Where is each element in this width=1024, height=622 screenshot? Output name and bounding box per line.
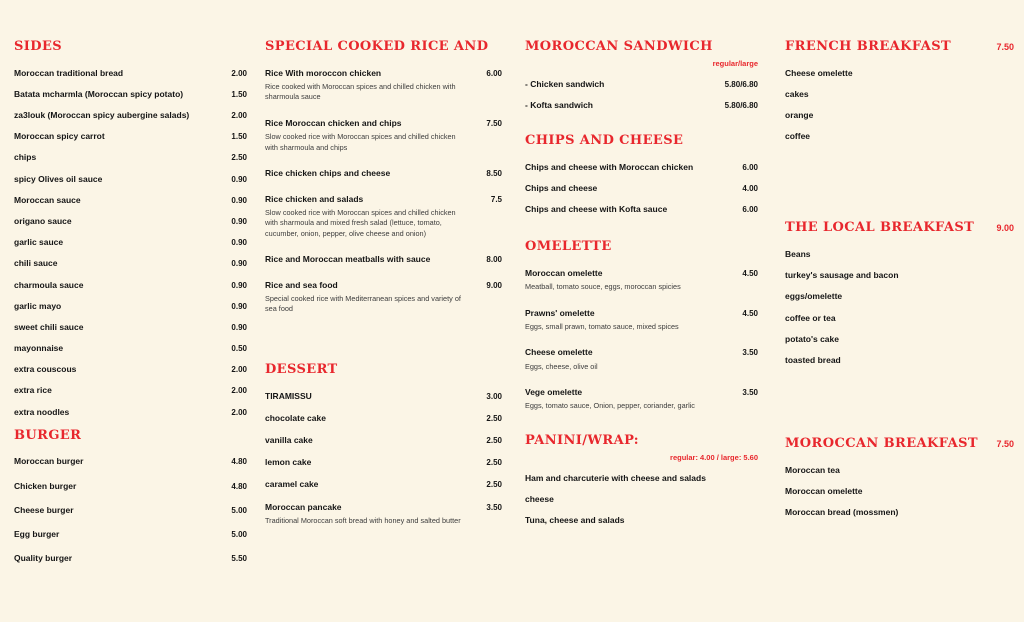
item-price: 7.50 — [486, 118, 502, 128]
item-name: Moroccan spicy carrot — [14, 131, 105, 142]
menu-item — [525, 162, 758, 172]
menu-item — [14, 322, 247, 332]
section-price-moroccan-breakfast: 7.50 — [996, 439, 1014, 450]
item-price: 0.90 — [231, 301, 247, 311]
item-price: 0.90 — [231, 280, 247, 290]
menu-item-row — [785, 291, 1014, 301]
menu-item — [265, 68, 502, 103]
item-description: Slow cooked rice with Moroccan spices and chilled chicken with sharmoula and chips — [265, 132, 456, 152]
item-name: Rice With moroccon chicken — [265, 67, 382, 78]
item-name: extra noodles — [14, 406, 70, 417]
item-name: - Kofta sandwich — [525, 99, 594, 110]
section-local-breakfast — [785, 221, 1014, 365]
item-name: cakes — [785, 88, 809, 99]
menu-item — [785, 131, 1014, 141]
item-description: Meatball, tomato souce, eggs, moroccan spicies — [525, 282, 681, 292]
section-header-burger — [14, 429, 247, 443]
menu-item — [14, 529, 247, 539]
item-price: 4.80 — [231, 481, 247, 491]
item-price: 3.00 — [486, 391, 502, 401]
item-price: 2.00 — [231, 68, 247, 78]
item-name: Cheese omelette — [525, 347, 593, 358]
menu-item-row — [785, 465, 1014, 475]
item-price: 1.50 — [231, 89, 247, 99]
section-sides — [14, 40, 247, 417]
item-name: eggs/omelette — [785, 291, 843, 302]
menu-item — [14, 216, 247, 226]
item-name: - Chicken sandwich — [525, 78, 605, 89]
menu-item-row — [265, 194, 502, 204]
item-price: 5.80/6.80 — [724, 100, 758, 110]
item-price: 0.90 — [231, 238, 247, 248]
item-name: coffee or tea — [785, 312, 836, 323]
menu-item — [785, 313, 1014, 323]
item-price: 5.00 — [231, 530, 247, 540]
item-name: chips — [14, 152, 37, 163]
item-price: 2.50 — [486, 435, 502, 445]
section-panini-wrap — [525, 434, 758, 525]
menu-item — [14, 385, 247, 395]
menu-item-row — [265, 68, 502, 78]
item-name: Chips and cheese with Moroccan chicken — [525, 161, 694, 172]
item-name: Chips and cheese — [525, 182, 598, 193]
menu-item — [14, 553, 247, 563]
item-name: Tuna, cheese and salads — [525, 514, 625, 525]
item-name: Moroccan traditional bread — [14, 67, 124, 78]
item-name: Chips and cheese with Kofta sauce — [525, 204, 668, 215]
item-name: origano sauce — [14, 215, 72, 226]
menu-item-row — [14, 195, 247, 205]
menu-item — [14, 152, 247, 162]
menu-item-row — [785, 355, 1014, 365]
menu-item-row — [265, 280, 502, 290]
menu-item — [525, 308, 758, 333]
menu-item — [525, 268, 758, 293]
item-name: Moroccan omelette — [785, 485, 863, 496]
item-price: 2.00 — [231, 111, 247, 121]
menu-item — [14, 195, 247, 205]
menu-item-row — [14, 174, 247, 184]
menu-item-row — [14, 553, 247, 563]
menu-item-row — [14, 110, 247, 120]
section-header-omelette — [525, 240, 758, 254]
item-name: Egg burger — [14, 529, 60, 540]
section-title-moroccan-sandwich: MOROCCAN SANDWICH — [525, 39, 713, 54]
item-price: 0.90 — [231, 195, 247, 205]
menu-item-row — [14, 322, 247, 332]
section-title-moroccan-breakfast: MOROCCAN BREAKFAST — [785, 436, 978, 452]
menu-item-row — [14, 407, 247, 417]
item-name: Moroccan tea — [785, 464, 840, 475]
item-name: Batata mcharmla (Moroccan spicy potato) — [14, 88, 184, 99]
item-name: sweet chili sauce — [14, 321, 84, 332]
menu-item — [265, 254, 502, 264]
item-name: Moroccan omelette — [525, 267, 603, 278]
item-description: Eggs, small prawn, tomato sauce, mixed spices — [525, 321, 679, 331]
item-name: Vege omelette — [525, 387, 583, 398]
item-name: garlic mayo — [14, 300, 62, 311]
section-note-panini-wrap: regular: 4.00 / large: 5.60 — [670, 452, 758, 462]
menu-item-row — [785, 334, 1014, 344]
menu-item-row — [14, 68, 247, 78]
menu-item — [525, 204, 758, 214]
menu-item-row — [525, 494, 758, 504]
item-price: 5.80/6.80 — [724, 79, 758, 89]
item-name: Ham and charcuterie with cheese and salads — [525, 472, 706, 483]
menu-item — [14, 110, 247, 120]
menu-item — [265, 168, 502, 178]
item-price: 4.50 — [742, 308, 758, 318]
item-price: 3.50 — [742, 348, 758, 358]
item-name: za3louk (Moroccan spicy aubergine salads) — [14, 110, 190, 121]
menu-item-row — [265, 502, 502, 512]
menu-item — [14, 89, 247, 99]
menu-item — [14, 481, 247, 491]
section-header-moroccan-sandwich — [525, 40, 758, 54]
section-title-burger: BURGER — [14, 427, 82, 443]
section-title-special-rice: SPECIAL COOKED RICE AND — [265, 39, 489, 54]
item-price: 9.00 — [486, 280, 502, 290]
section-moroccan-sandwich — [525, 40, 758, 110]
menu-item — [785, 249, 1014, 259]
section-header-local-breakfast — [785, 221, 1014, 235]
menu-item-row — [14, 131, 247, 141]
section-special-rice — [265, 40, 502, 315]
section-french-breakfast — [785, 40, 1014, 141]
section-header-sides — [14, 40, 247, 54]
item-name: coffee — [785, 131, 811, 142]
section-omelette — [525, 240, 758, 412]
menu-item — [525, 100, 758, 110]
menu-item — [265, 435, 502, 445]
item-name: Rice chicken and salads — [265, 193, 364, 204]
menu-item-row — [14, 216, 247, 226]
item-price: 0.90 — [231, 259, 247, 269]
menu-item — [785, 270, 1014, 280]
menu-item — [785, 355, 1014, 365]
item-name: TIRAMISSU — [265, 390, 312, 401]
item-price: 4.80 — [231, 457, 247, 467]
menu-item-row — [785, 507, 1014, 517]
menu-item — [265, 457, 502, 467]
menu-item — [14, 364, 247, 374]
item-description: Rice cooked with Moroccan spices and chilled chicken with sharmoula sauce — [265, 81, 456, 102]
item-name: vanilla cake — [265, 434, 313, 445]
menu-item-row — [525, 204, 758, 214]
menu-item — [14, 131, 247, 141]
menu-item-row — [265, 413, 502, 423]
menu-item — [14, 174, 247, 184]
menu-item — [14, 68, 247, 78]
menu-item-row — [785, 249, 1014, 259]
section-title-sides: SIDES — [14, 39, 63, 54]
item-price: 0.90 — [231, 174, 247, 184]
menu-item-row — [14, 364, 247, 374]
section-header-special-rice — [265, 40, 502, 54]
item-name: Cheese burger — [14, 504, 74, 515]
menu-item-row — [785, 131, 1014, 141]
menu-item-row — [525, 473, 758, 483]
menu-item-row — [525, 79, 758, 89]
menu-item — [785, 465, 1014, 475]
menu-item-row — [525, 183, 758, 193]
menu-item-row — [785, 89, 1014, 99]
item-price: 7.5 — [490, 194, 502, 204]
menu-item — [14, 280, 247, 290]
menu-item-row — [265, 391, 502, 401]
menu-item-row — [525, 387, 758, 397]
menu-item-row — [14, 89, 247, 99]
item-price: 4.00 — [742, 183, 758, 193]
item-price: 6.00 — [486, 68, 502, 78]
item-price: 4.50 — [742, 268, 758, 278]
item-name: chili sauce — [14, 258, 58, 269]
item-name: extra rice — [14, 385, 52, 396]
section-title-chips-and-cheese: CHIPS AND CHEESE — [525, 133, 684, 149]
menu-item-row — [525, 268, 758, 278]
item-description: Traditional Moroccan soft bread with honey and salted butter — [265, 515, 461, 525]
menu-item-row — [14, 456, 247, 466]
menu-item-row — [525, 162, 758, 172]
item-name: mayonnaise — [14, 343, 64, 354]
item-name: turkey's sausage and bacon — [785, 270, 899, 281]
section-note-moroccan-sandwich: regular/large — [712, 58, 758, 68]
menu-item-row — [785, 270, 1014, 280]
menu-item-row — [14, 481, 247, 491]
menu-item-row — [265, 479, 502, 489]
menu-item — [525, 473, 758, 483]
item-price: 6.00 — [742, 205, 758, 215]
item-price: 2.50 — [486, 480, 502, 490]
item-name: Chicken burger — [14, 480, 77, 491]
item-description: Eggs, cheese, olive oil — [525, 361, 598, 371]
item-price: 6.00 — [742, 162, 758, 172]
item-price: 0.90 — [231, 216, 247, 226]
item-name: chocolate cake — [265, 412, 326, 423]
section-header-chips-and-cheese — [525, 134, 758, 148]
item-name: Moroccan pancake — [265, 501, 342, 512]
menu-item-row — [525, 100, 758, 110]
section-title-panini-wrap: PANINI/WRAP: — [525, 432, 639, 448]
menu-item — [14, 456, 247, 466]
menu-item — [785, 68, 1014, 78]
menu-item — [14, 237, 247, 247]
menu-item-row — [785, 68, 1014, 78]
item-name: Cheese omelette — [785, 67, 853, 78]
menu-item-row — [785, 486, 1014, 496]
section-header-french-breakfast — [785, 40, 1014, 54]
item-name: spicy Olives oil sauce — [14, 173, 103, 184]
section-moroccan-breakfast — [785, 437, 1014, 517]
item-price: 2.00 — [231, 407, 247, 417]
section-chips-and-cheese — [525, 134, 758, 214]
menu-item — [525, 387, 758, 412]
menu-item — [785, 89, 1014, 99]
section-title-french-breakfast: FRENCH BREAKFAST — [785, 39, 952, 54]
section-price-french-breakfast: 7.50 — [996, 42, 1014, 52]
menu-item — [14, 258, 247, 268]
section-header-panini-wrap — [525, 434, 758, 448]
menu-item-row — [525, 347, 758, 357]
item-name: toasted bread — [785, 354, 841, 365]
item-price: 2.50 — [231, 153, 247, 163]
menu-item — [525, 494, 758, 504]
item-name: extra couscous — [14, 364, 77, 375]
menu-item-row — [14, 301, 247, 311]
menu-item-row — [785, 110, 1014, 120]
menu-item-row — [14, 237, 247, 247]
section-header-moroccan-breakfast — [785, 437, 1014, 451]
item-name: potato's cake — [785, 333, 839, 344]
item-price: 8.50 — [486, 169, 502, 179]
item-price: 2.00 — [231, 386, 247, 396]
section-burger — [14, 429, 247, 564]
menu-item — [525, 515, 758, 525]
column-col-breakfasts — [785, 40, 1014, 528]
menu-item-row — [14, 280, 247, 290]
section-title-dessert: DESSERT — [265, 361, 338, 377]
item-price: 2.50 — [486, 458, 502, 468]
menu-item-row — [525, 308, 758, 318]
column-col-sides-burger — [14, 40, 247, 577]
item-price: 3.50 — [742, 388, 758, 398]
menu-item — [785, 110, 1014, 120]
menu-item — [265, 413, 502, 423]
menu-item — [785, 486, 1014, 496]
item-name: Quality burger — [14, 553, 73, 564]
item-name: Moroccan sauce — [14, 194, 81, 205]
menu-item-row — [14, 505, 247, 515]
item-price: 5.50 — [231, 554, 247, 564]
item-name: Rice and sea food — [265, 279, 338, 290]
section-price-local-breakfast: 9.00 — [996, 223, 1014, 234]
menu-item — [14, 301, 247, 311]
item-description: Slow cooked rice with Moroccan spices and chilled chicken with sharmoula and mixed fresh salad (lettuce, tomato, cucumber, onion, pepper, olive cheese and onion) — [265, 207, 456, 238]
item-price: 3.50 — [486, 502, 502, 512]
menu-item-row — [265, 457, 502, 467]
menu-item — [14, 343, 247, 353]
item-name: caramel cake — [265, 479, 319, 490]
menu-item-row — [265, 118, 502, 128]
menu-item — [785, 334, 1014, 344]
section-title-omelette: OMELETTE — [525, 239, 612, 255]
item-name: orange — [785, 110, 814, 121]
menu-item — [525, 183, 758, 193]
item-name: Rice and Moroccan meatballs with sauce — [265, 254, 431, 265]
item-name: lemon cake — [265, 457, 312, 468]
item-description: Eggs, tomato sauce, Onion, pepper, coriander, garlic — [525, 401, 695, 411]
menu-item-row — [14, 343, 247, 353]
menu-item-row — [14, 258, 247, 268]
menu-item — [265, 391, 502, 401]
item-price: 8.00 — [486, 255, 502, 265]
menu-item — [265, 502, 502, 527]
menu-item — [785, 507, 1014, 517]
menu-item — [14, 407, 247, 417]
menu-item — [525, 347, 758, 372]
menu-item-row — [265, 254, 502, 264]
menu-item — [265, 118, 502, 153]
item-name: Rice Moroccan chicken and chips — [265, 117, 402, 128]
menu-item — [525, 79, 758, 89]
menu-item — [265, 194, 502, 240]
item-name: charmoula sauce — [14, 279, 84, 290]
menu-item-row — [785, 313, 1014, 323]
item-name: cheese — [525, 493, 554, 504]
item-name: Moroccan burger — [14, 456, 84, 467]
item-price: 2.50 — [486, 413, 502, 423]
item-price: 5.00 — [231, 505, 247, 515]
column-col-sandwich-omelette — [525, 40, 758, 536]
item-price: 0.90 — [231, 322, 247, 332]
item-name: Rice chicken chips and cheese — [265, 168, 391, 179]
section-title-local-breakfast: THE LOCAL BREAKFAST — [785, 220, 975, 236]
section-dessert — [265, 363, 502, 526]
section-header-dessert — [265, 363, 502, 377]
item-description: Special cooked rice with Mediterranean spices and variety of sea food — [265, 293, 461, 314]
menu-item-row — [265, 435, 502, 445]
item-name: garlic sauce — [14, 237, 64, 248]
item-name: Moroccan bread (mossmen) — [785, 507, 899, 518]
menu-item — [785, 291, 1014, 301]
menu-item — [265, 280, 502, 315]
menu-item-row — [525, 515, 758, 525]
menu-item-row — [14, 152, 247, 162]
column-col-rice-dessert — [265, 40, 502, 538]
menu-item — [14, 505, 247, 515]
item-price: 2.00 — [231, 365, 247, 375]
item-name: Prawns' omelette — [525, 307, 595, 318]
item-price: 0.50 — [231, 344, 247, 354]
item-name: Beans — [785, 249, 811, 260]
menu-item-row — [14, 385, 247, 395]
menu-item-row — [265, 168, 502, 178]
menu-item-row — [14, 529, 247, 539]
item-price: 1.50 — [231, 132, 247, 142]
menu-item — [265, 479, 502, 489]
